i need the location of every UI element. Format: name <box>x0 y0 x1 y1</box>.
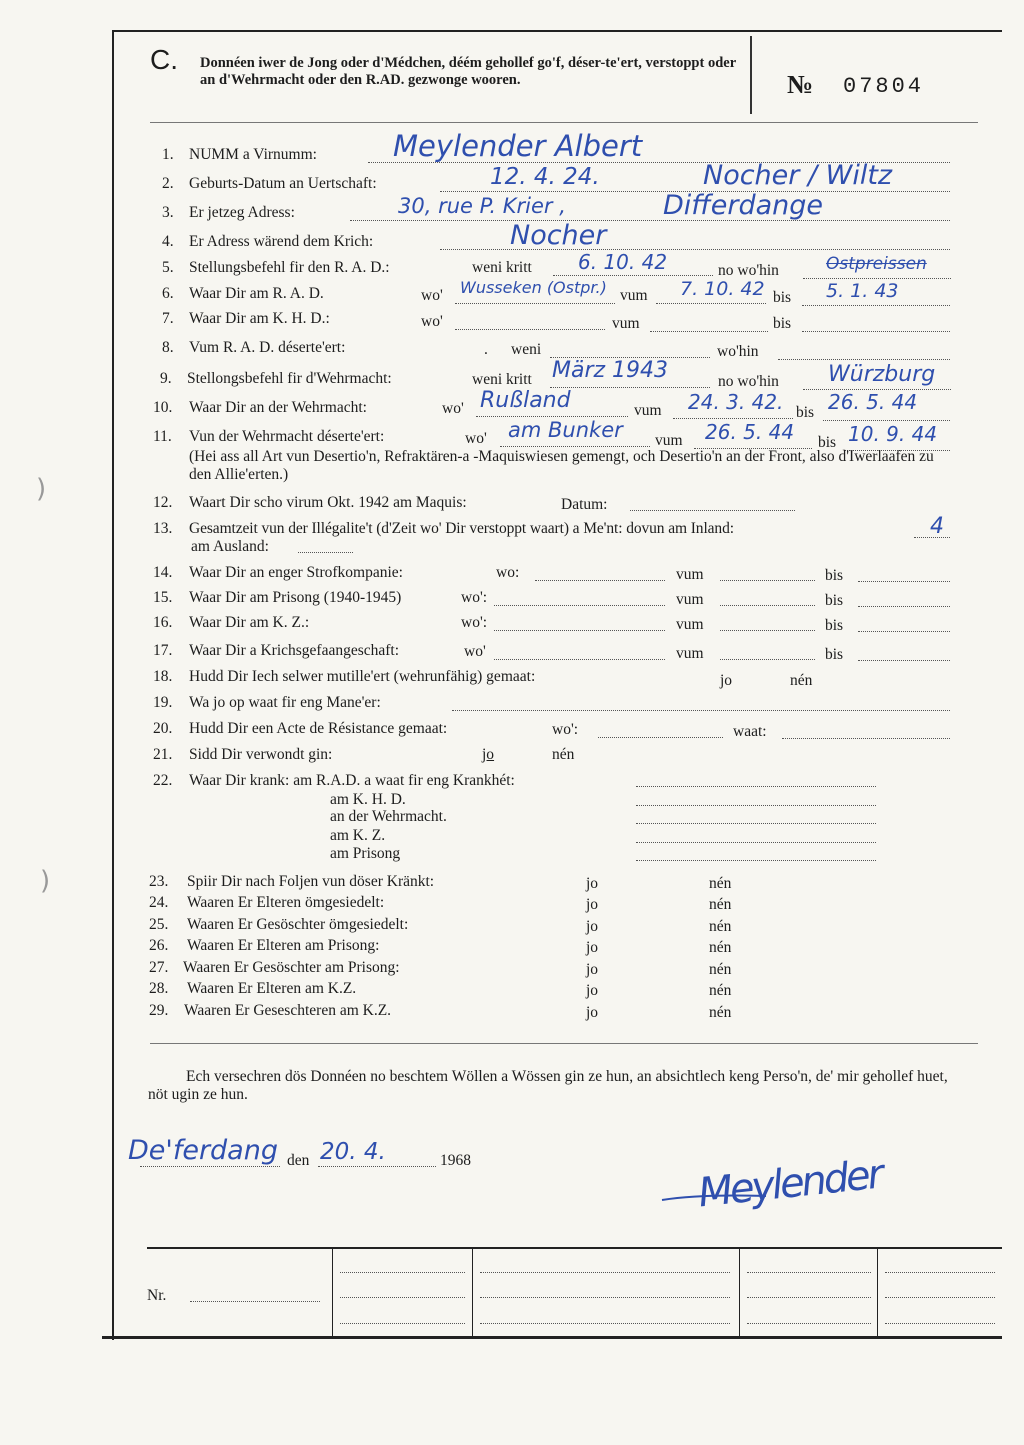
fill-line <box>630 510 795 511</box>
fill-line <box>350 220 950 221</box>
row-field-label: weni kritt <box>472 371 532 388</box>
row-number: 5. <box>162 259 174 276</box>
fill-line <box>656 303 766 304</box>
handwritten-value: 26. 5. 44 <box>705 420 795 444</box>
table-column-divider <box>739 1249 740 1337</box>
row-label: Wa jo op waat fir eng Mane'er: <box>189 694 381 711</box>
table-top-border <box>147 1247 1002 1249</box>
row-label: Waaren Er Elteren am Prisong: <box>187 937 380 954</box>
row-number: 17. <box>153 642 173 659</box>
handwritten-value: 10. 9. 44 <box>848 422 938 446</box>
row-number: 14. <box>153 564 173 581</box>
fill-line <box>720 659 815 660</box>
desertion-note: (Hei ass all Art vun Desertio'n, Refraktären-a -Maquiswiesen gemengt, och Desertio'n an der Front, also d'Iwerlaafen zu den Allie'erten.) <box>189 448 934 483</box>
declaration-text: Ech versechren dös Donnéen no beschtem Wöllen a Wössen gin ze hun, an absichtlech keng Perso'n, de' mir gehollef huet, nöt ugin ze hun. <box>148 1068 948 1103</box>
fill-line <box>782 738 950 739</box>
option-jo: jo <box>586 982 599 999</box>
row-number: 22. <box>153 772 173 789</box>
table-column-divider <box>877 1249 878 1337</box>
option-jo-selected: jo <box>482 746 495 763</box>
row-field-label: vum <box>676 645 704 662</box>
handwritten-value: März 1943 <box>552 358 669 383</box>
row-field-label: vum <box>655 432 683 449</box>
frame-bottom-border <box>102 1336 1002 1339</box>
fill-line <box>802 331 950 332</box>
option-nen: nén <box>709 939 732 956</box>
row-label: Er Adress wärend dem Krich: <box>189 233 374 250</box>
den-label: den <box>287 1152 310 1169</box>
signature-stroke <box>660 1192 770 1204</box>
fill-line <box>480 1323 730 1324</box>
row-label: Waar Dir am K. Z.: <box>189 614 310 631</box>
fill-line <box>885 1323 995 1324</box>
row-field-label: vum <box>612 315 640 332</box>
handwritten-value: 30, rue P. Krier , <box>398 194 566 218</box>
row-field-label: bis <box>825 567 844 584</box>
row-label: Stellongsbefehl fir d'Wehrmacht: <box>187 370 392 387</box>
illness-sub-label: am Prisong <box>330 845 401 862</box>
row-label: Geburts-Datum an Uertschaft: <box>189 175 377 192</box>
row-number: 4. <box>162 233 174 250</box>
row-number: 10. <box>153 399 173 416</box>
row-number: 16. <box>153 614 173 631</box>
row-field-label: no wo'hin <box>718 373 779 390</box>
row-number: 6. <box>162 285 174 302</box>
frame-top-border <box>112 30 1002 32</box>
form-number: 07804 <box>843 74 925 99</box>
fill-line <box>553 275 713 276</box>
row-label: Waar Dir an enger Strofkompanie: <box>189 564 403 581</box>
frame-left-border <box>112 30 114 1340</box>
row-dot: . <box>484 341 488 358</box>
fill-line <box>802 305 950 306</box>
row-label: Waar Dir a Krichsgefaangeschaft: <box>189 642 400 659</box>
row-label: Gesamtzeit vun der Illégalite't (d'Zeit wo' Dir verstoppt waart) a Me'nt: dovun am Inland: <box>189 520 734 537</box>
illness-sub-label: am K. H. D. <box>330 791 406 808</box>
header-title: Donnéen iwer de Jong oder d'Médchen, déém gehollef go'f, déser-te'ert, verstoppt oder an d'Wehrmacht oder den R.AD. gezwonge wooren. <box>200 55 736 88</box>
header-divider <box>150 122 978 123</box>
handwritten-value: Rußland <box>480 388 571 413</box>
handwritten-value: am Bunker <box>508 418 623 442</box>
row-field-label: vum <box>676 616 704 633</box>
row-label: Waar Dir am R. A. D. <box>189 285 324 302</box>
row-number: 21. <box>153 746 173 763</box>
handwritten-value: Nocher / Wiltz <box>703 160 893 191</box>
signature: Meylender <box>696 1151 884 1217</box>
option-jo: jo <box>586 896 599 913</box>
row-number: 12. <box>153 494 173 511</box>
row-number: 27. <box>149 959 169 976</box>
option-nen: nén <box>709 875 732 892</box>
fill-line <box>636 786 876 787</box>
row-field-label: waat: <box>733 723 767 740</box>
option-nen: nén <box>709 896 732 913</box>
row-number: 1. <box>162 146 174 163</box>
row-field-label: bis <box>773 289 792 306</box>
fill-line <box>747 1297 871 1298</box>
fill-line <box>494 659 665 660</box>
fill-line <box>140 1166 280 1167</box>
fill-line <box>823 420 950 421</box>
handwritten-value: Ostpreissen <box>826 254 927 274</box>
row-field-label: bis <box>818 434 837 451</box>
fill-line <box>636 823 876 824</box>
handwritten-value: Differdange <box>663 190 824 221</box>
row-label: Hudd Dir een Acte de Résistance gemaat: <box>189 720 448 737</box>
fill-line <box>340 1272 465 1273</box>
row-number: 28. <box>149 980 169 997</box>
row-label: Stellungsbefehl fir den R. A. D.: <box>189 259 390 276</box>
row-field-label: bis <box>825 592 844 609</box>
fill-line <box>885 1272 995 1273</box>
punch-hole-mark: ) <box>40 866 51 896</box>
fill-line <box>494 630 665 631</box>
date-handwritten: 20. 4. <box>320 1139 386 1165</box>
row-number: 11. <box>153 428 172 445</box>
row-label: Sidd Dir verwondt gin: <box>189 746 333 763</box>
row-field-label: wo': <box>461 614 488 631</box>
row-field-label: weni <box>511 341 542 358</box>
row-label: Spiir Dir nach Foljen vun döser Kränkt: <box>187 873 435 890</box>
number-sign: № <box>787 70 814 99</box>
row-label: NUMM a Virnumm: <box>189 146 317 163</box>
illness-sub-label: an der Wehrmacht. <box>330 808 447 825</box>
row-label: Waaren Er Geseschteren am K.Z. <box>184 1002 392 1019</box>
option-jo: jo <box>586 1004 599 1021</box>
option-jo: jo <box>586 939 599 956</box>
fill-line <box>885 1297 995 1298</box>
option-jo: jo <box>720 672 733 689</box>
fill-line <box>298 552 353 553</box>
row-number: 20. <box>153 720 173 737</box>
option-nen: nén <box>709 982 732 999</box>
row-field-label: wo' <box>465 430 487 447</box>
option-nen: nén <box>709 918 732 935</box>
fill-line <box>455 303 615 304</box>
fill-line <box>858 581 950 582</box>
handwritten-value: 4 <box>930 514 944 539</box>
row-number: 7. <box>162 310 174 327</box>
row-field-label: wo: <box>496 564 520 581</box>
fill-line <box>803 278 951 279</box>
row-field-label: bis <box>825 646 844 663</box>
row-field-label: vum <box>634 402 662 419</box>
handwritten-value: Meylender Albert <box>393 129 643 163</box>
row-label: Waar Dir am K. H. D.: <box>189 310 330 327</box>
fill-line <box>340 1323 465 1324</box>
fill-line <box>550 387 710 388</box>
fill-line <box>452 710 950 711</box>
row-field-label: bis <box>773 315 792 332</box>
table-column-divider <box>472 1249 473 1337</box>
row-field-label: wo' <box>421 313 443 330</box>
row-field-label: vum <box>620 287 648 304</box>
fill-line <box>480 1272 730 1273</box>
fill-line <box>535 580 665 581</box>
fill-line <box>858 631 950 632</box>
row-number: 9. <box>160 370 172 387</box>
punch-hole-mark: ) <box>36 474 47 504</box>
row-field-label: vum <box>676 566 704 583</box>
handwritten-value: Nocher <box>510 220 607 251</box>
row-number: 26. <box>149 937 169 954</box>
row-number: 19. <box>153 694 173 711</box>
header-separator <box>750 36 752 114</box>
row-field-label: wo': <box>552 721 579 738</box>
fill-line <box>636 860 876 861</box>
fill-line <box>476 416 628 417</box>
row-label: am Ausland: <box>191 538 269 555</box>
row-label: Vun der Wehrmacht déserte'ert: <box>189 428 385 445</box>
row-label: Waart Dir scho virum Okt. 1942 am Maquis: <box>189 494 467 511</box>
row-label: Waaren Er Gesöschter am Prisong: <box>183 959 400 976</box>
fill-line <box>858 660 950 661</box>
fill-line <box>747 1323 871 1324</box>
section-divider <box>150 1043 978 1044</box>
fill-line <box>778 359 950 360</box>
option-nen: nén <box>709 961 732 978</box>
option-nen: nén <box>552 746 575 763</box>
row-number: 15. <box>153 589 173 606</box>
fill-line <box>500 446 650 447</box>
option-nen: nén <box>709 1004 732 1021</box>
fill-line <box>747 1272 871 1273</box>
row-number: 18. <box>153 668 173 685</box>
option-jo: jo <box>586 961 599 978</box>
row-label: Waar Dir krank: am R.A.D. a waat fir eng Krankhét: <box>189 772 515 789</box>
option-jo: jo <box>586 875 599 892</box>
handwritten-value: 5. 1. 43 <box>826 280 899 302</box>
row-field-label: wo' <box>421 287 443 304</box>
fill-line <box>720 605 815 606</box>
fill-line <box>455 329 605 330</box>
row-number: 29. <box>149 1002 169 1019</box>
row-number: 25. <box>149 916 169 933</box>
fill-line <box>190 1301 320 1302</box>
handwritten-value: 12. 4. 24. <box>490 164 600 190</box>
illness-sub-label: am K. Z. <box>330 827 386 844</box>
fill-line <box>318 1166 436 1167</box>
row-field-label: wo' <box>442 400 464 417</box>
row-field-label: wo' <box>464 643 486 660</box>
handwritten-value: 26. 5. 44 <box>828 390 918 414</box>
handwritten-value: 7. 10. 42 <box>680 278 765 300</box>
fill-line <box>673 418 793 419</box>
row-field-label: Datum: <box>561 496 608 513</box>
row-number: 24. <box>149 894 169 911</box>
row-field-label: weni kritt <box>472 259 532 276</box>
fill-line <box>858 606 950 607</box>
row-field-label: wo': <box>461 589 488 606</box>
handwritten-value: Würzburg <box>828 362 936 387</box>
row-label: Waar Dir am Prisong (1940-1945) <box>189 589 402 606</box>
row-field-label: wo'hin <box>717 343 759 360</box>
row-label: Waaren Er Elteren am K.Z. <box>187 980 357 997</box>
handwritten-value: 24. 3. 42. <box>688 390 784 414</box>
row-field-label: bis <box>825 617 844 634</box>
row-number: 3. <box>162 204 174 221</box>
option-jo: jo <box>586 918 599 935</box>
fill-line <box>636 842 876 843</box>
row-label: Waaren Er Gesöschter ömgesiedelt: <box>187 916 409 933</box>
fill-line <box>340 1297 465 1298</box>
fill-line <box>494 605 665 606</box>
place-handwritten: De'ferdang <box>128 1135 278 1166</box>
table-column-divider <box>332 1249 333 1337</box>
option-nen: nén <box>790 672 813 689</box>
row-label: Vum R. A. D. déserte'ert: <box>189 339 346 356</box>
handwritten-value: Wusseken (Ostpr.) <box>460 278 607 297</box>
fill-line <box>720 580 815 581</box>
fill-line <box>480 1297 730 1298</box>
row-field-label: no wo'hin <box>718 262 779 279</box>
row-number: 13. <box>153 520 173 537</box>
row-field-label: bis <box>796 404 815 421</box>
row-label: Hudd Dir Iech selwer mutille'ert (wehrunfähig) gemaat: <box>189 668 536 685</box>
fill-line <box>636 805 876 806</box>
nr-label: Nr. <box>147 1287 167 1304</box>
row-number: 2. <box>162 175 174 192</box>
row-label: Er jetzeg Adress: <box>189 204 295 221</box>
fill-line <box>598 737 723 738</box>
section-letter: C. <box>150 44 178 75</box>
row-label: Waaren Er Elteren ömgesiedelt: <box>187 894 385 911</box>
row-field-label: vum <box>676 591 704 608</box>
row-number: 23. <box>149 873 169 890</box>
row-label: Waar Dir an der Wehrmacht: <box>189 399 367 416</box>
fill-line <box>720 630 815 631</box>
fill-line <box>650 331 768 332</box>
handwritten-value: 6. 10. 42 <box>578 250 668 274</box>
row-number: 8. <box>162 339 174 356</box>
year-label: 1968 <box>440 1152 471 1169</box>
